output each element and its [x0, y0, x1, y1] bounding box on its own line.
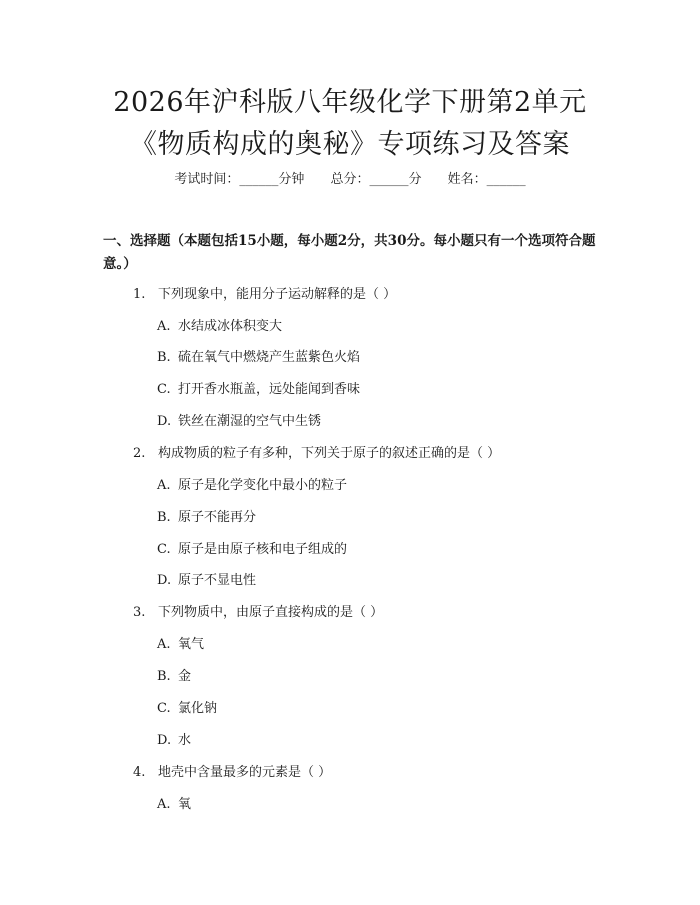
option-text: 打开香水瓶盖，远处能闻到香味: [178, 382, 361, 397]
option-text: 原子是由原子核和电子组成的: [178, 542, 348, 557]
option-item: [157, 633, 204, 652]
option-text: 氧: [178, 797, 192, 812]
option-text: 金: [178, 669, 192, 684]
option-item: [157, 538, 347, 557]
option-letter: C.: [157, 382, 171, 397]
option-item: [157, 410, 321, 429]
option-item: [157, 346, 360, 365]
option-letter: B.: [157, 510, 171, 525]
exam-info-line: [0, 168, 700, 187]
option-text: 氯化钠: [178, 701, 218, 716]
option-letter: D.: [157, 414, 172, 429]
question-2: [133, 442, 500, 461]
option-item: [157, 506, 256, 525]
question-text: 下列物质中，由原子直接构成的是（ ）: [158, 605, 384, 620]
question-number: 2.: [133, 446, 146, 461]
option-item: [157, 569, 256, 588]
option-item: [157, 665, 191, 684]
option-item: [157, 729, 191, 748]
option-item: [157, 697, 217, 716]
question-4: [133, 761, 331, 780]
option-item: [157, 793, 191, 812]
option-text: 硫在氧气中燃烧产生蓝紫色火焰: [178, 350, 361, 365]
option-item: [157, 474, 347, 493]
option-text: 原子不能再分: [178, 510, 257, 525]
option-text: 原子是化学变化中最小的粒子: [178, 478, 348, 493]
option-letter: A.: [157, 637, 171, 652]
option-letter: D.: [157, 733, 172, 748]
option-text: 氧气: [178, 637, 205, 652]
option-letter: A.: [157, 478, 171, 493]
question-text: 地壳中含量最多的元素是（ ）: [158, 765, 332, 780]
option-item: [157, 378, 360, 397]
question-number: 4.: [133, 765, 146, 780]
question-text: 构成物质的粒子有多种，下列关于原子的叙述正确的是（ ）: [158, 446, 501, 461]
document-title: 2026年沪科版八年级化学下册第2单元《物质构成的奥秘》专项练习及答案: [113, 87, 587, 160]
option-text: 水结成冰体积变大: [178, 319, 283, 334]
student-name-field: 姓名：______: [447, 172, 526, 187]
option-item: [157, 315, 282, 334]
option-text: 原子不显电性: [178, 573, 257, 588]
question-number: 1.: [133, 287, 146, 302]
question-text: 下列现象中，能用分子运动解释的是（ ）: [158, 287, 397, 302]
option-letter: C.: [157, 542, 171, 557]
exam-time-field: 考试时间：______分钟: [174, 172, 305, 187]
option-letter: C.: [157, 701, 171, 716]
option-letter: B.: [157, 350, 171, 365]
total-score-field: 总分：______分: [330, 172, 422, 187]
option-letter: D.: [157, 573, 172, 588]
question-3: [133, 601, 383, 620]
option-letter: B.: [157, 669, 171, 684]
section-heading: 一、选择题（本题包括15小题，每小题2分，共30分。每小题只有一个选项符合题意。）: [103, 233, 596, 272]
option-text: 水: [178, 733, 192, 748]
option-letter: A.: [157, 797, 171, 812]
question-number: 3.: [133, 605, 146, 620]
question-1: [133, 283, 396, 302]
option-text: 铁丝在潮湿的空气中生锈: [178, 414, 322, 429]
option-letter: A.: [157, 319, 171, 334]
